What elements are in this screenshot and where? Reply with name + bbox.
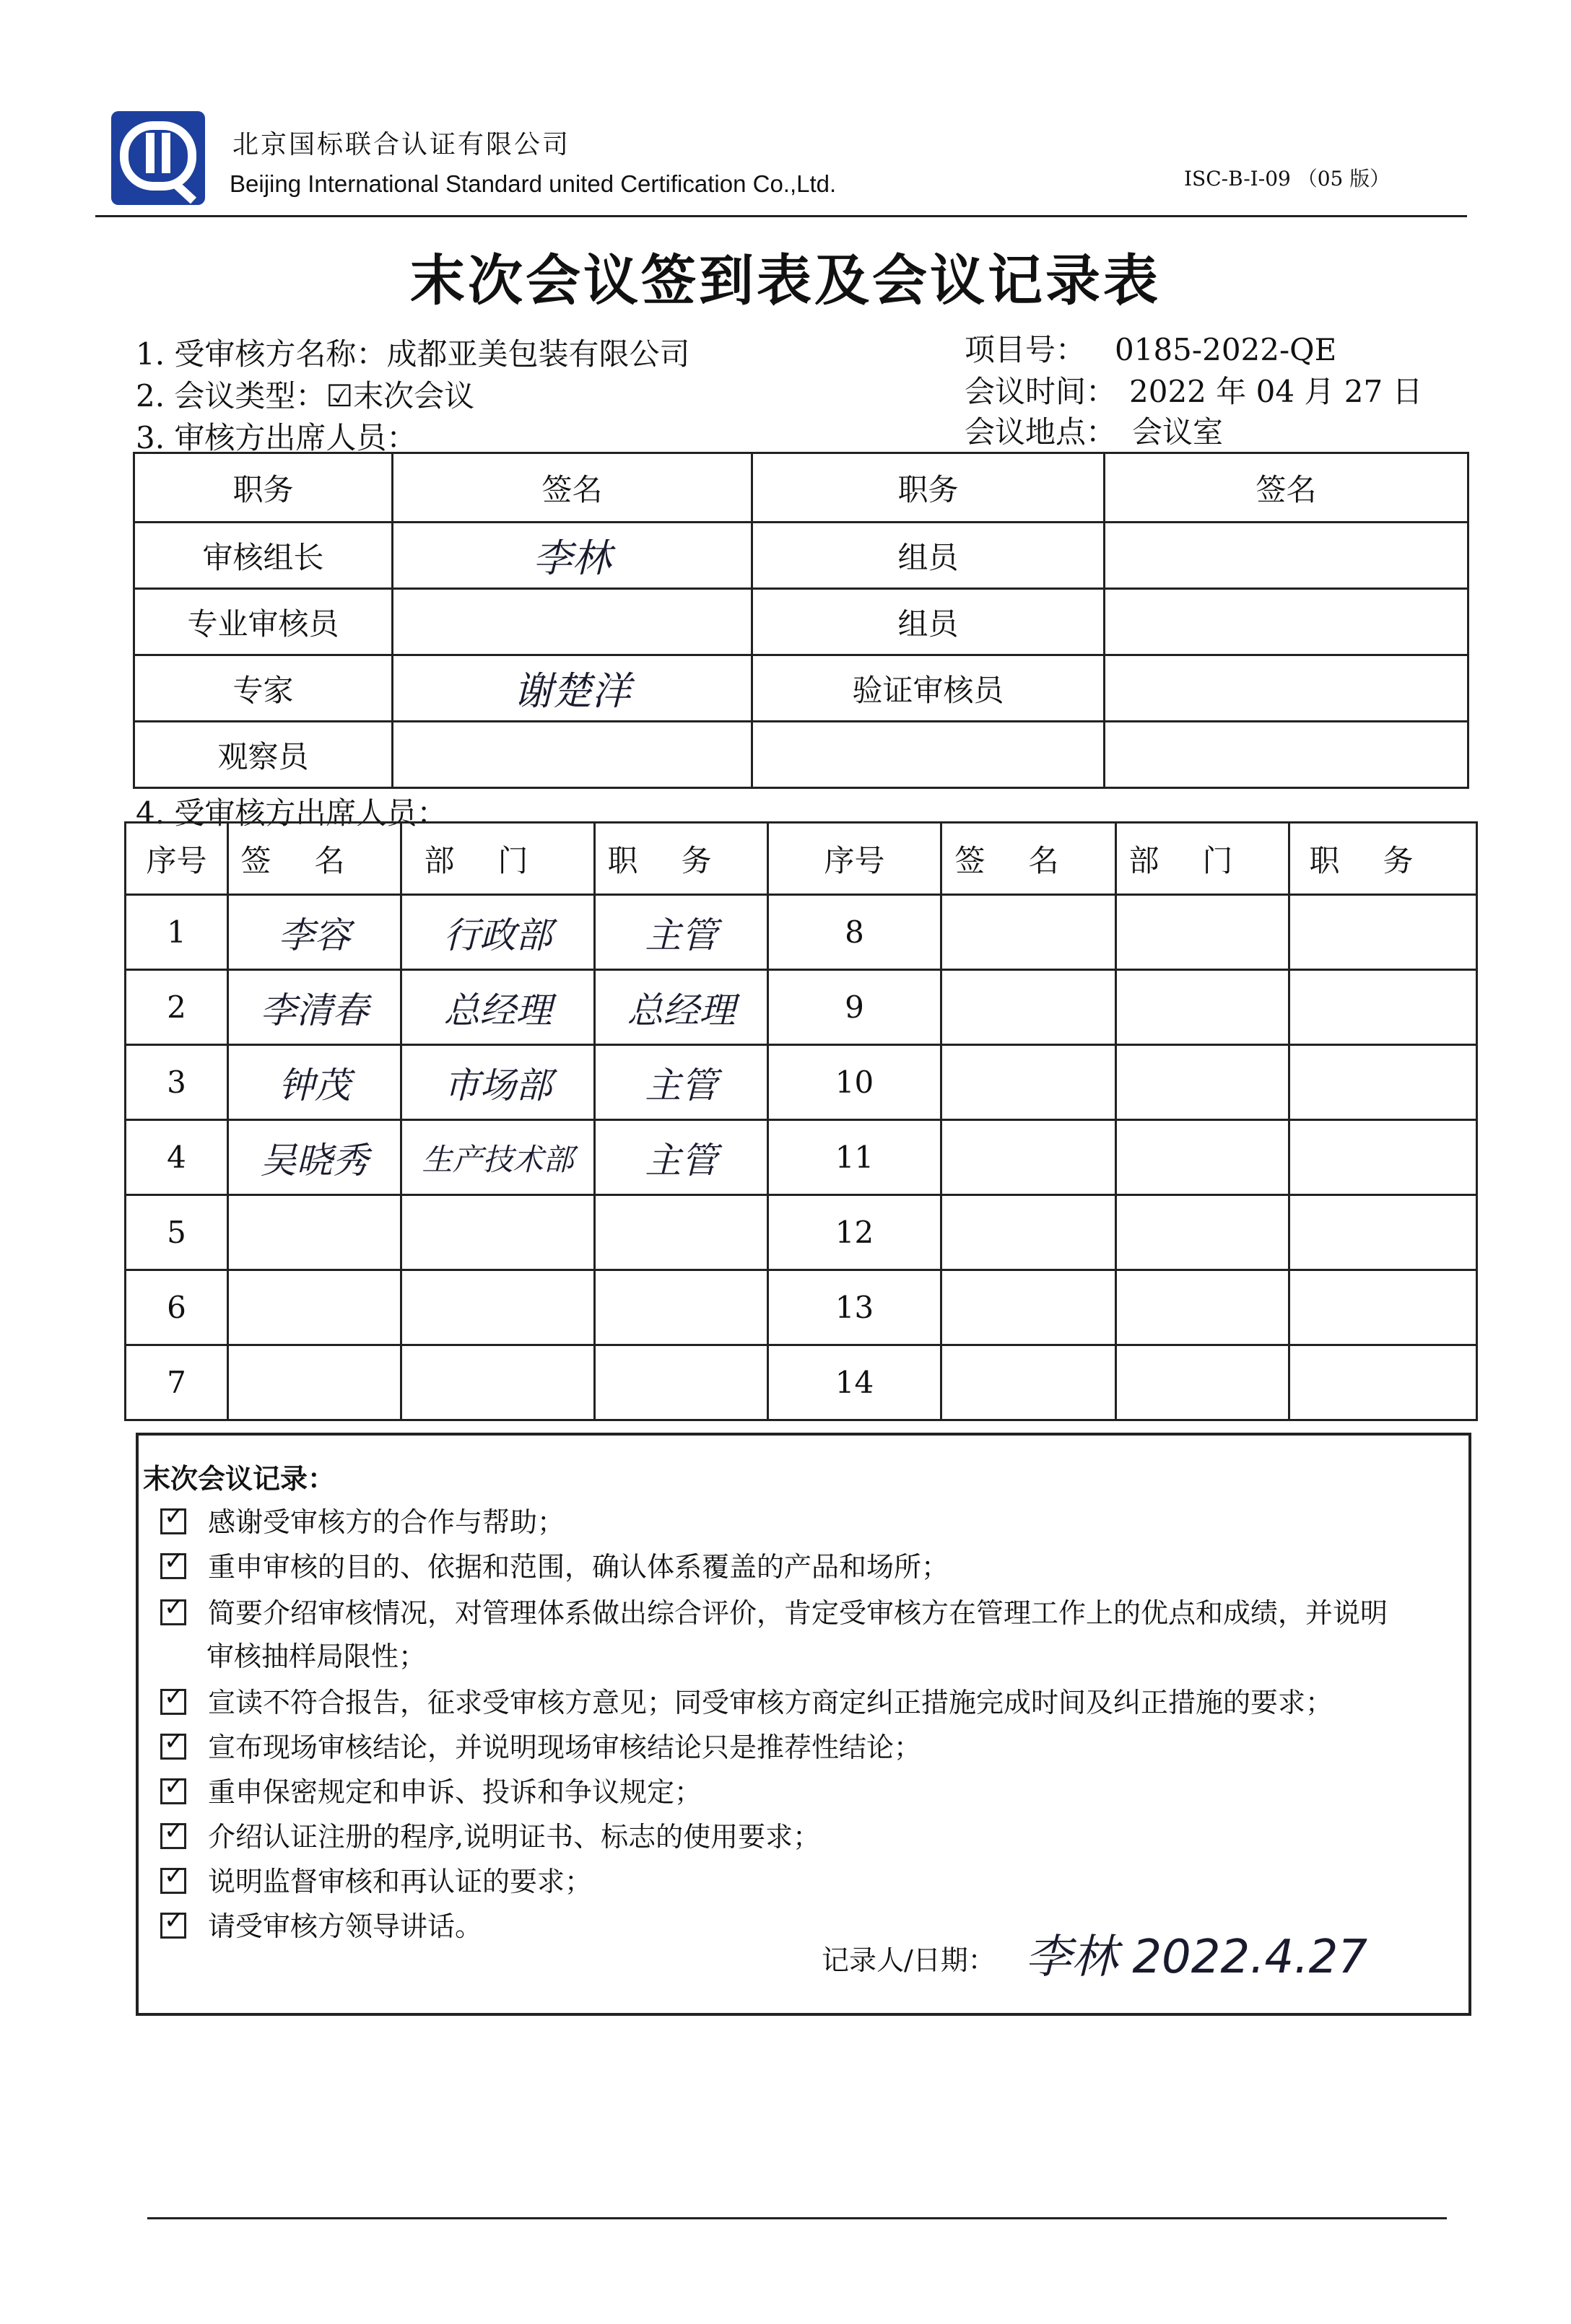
record-item: [160, 1545, 949, 1584]
project-no-row: [965, 326, 1336, 370]
signature-cell: [228, 1270, 401, 1345]
position-cell: [595, 1120, 768, 1195]
handwritten-signature: 李林: [533, 536, 612, 581]
signature-cell: [393, 722, 752, 788]
position-cell: [1289, 970, 1477, 1045]
meeting-type-value: ☑末次会议: [326, 378, 475, 414]
meeting-place-row: [965, 409, 1223, 452]
department-cell: [401, 1045, 595, 1120]
table-row: [134, 722, 1468, 788]
table-row: [126, 970, 1477, 1045]
handwritten-department: 市场部: [443, 1064, 552, 1106]
recorder-date-label: 记录人/日期：: [822, 1944, 996, 1976]
company-logo: [108, 108, 208, 208]
record-item-text: 宣读不符合报告，征求受审核方意见；同受审核方商定纠正措施完成时间及纠正措施的要求；: [208, 1687, 1333, 1718]
record-item: [160, 1500, 565, 1539]
signature-cell: [941, 895, 1116, 970]
record-item: [160, 1904, 482, 1944]
table-header-row: [134, 453, 1468, 523]
department-cell: [1116, 970, 1289, 1045]
record-item: [160, 1591, 1388, 1630]
company-name-en: Beijing International Standard united Certification Co.,Ltd.: [230, 170, 837, 197]
document-code: ISC-B-I-09 （05 版）: [1184, 167, 1391, 191]
handwritten-department: 行政部: [443, 914, 552, 956]
signature-cell: [1105, 523, 1468, 589]
header-no: 序号: [126, 823, 228, 895]
department-cell: [401, 895, 595, 970]
record-item: [160, 1859, 592, 1899]
meeting-time-value: 2022 年 04 月 27 日: [1129, 374, 1423, 409]
department-cell: [1116, 1270, 1289, 1345]
position-cell: [1289, 1270, 1477, 1345]
signature-cell: [941, 1120, 1116, 1195]
handwritten-name: 李清春: [260, 989, 369, 1031]
record-item-text: 感谢受审核方的合作与帮助；: [208, 1506, 565, 1538]
signature-cell: [941, 1270, 1116, 1345]
company-name-cn: 北京国标联合认证有限公司: [232, 130, 571, 160]
department-cell: [1116, 895, 1289, 970]
handwritten-position: 主管: [645, 1064, 718, 1106]
meeting-record-title: 末次会议记录：: [143, 1462, 336, 1495]
table-row: [126, 1045, 1477, 1120]
signature-cell: [1105, 655, 1468, 722]
auditee-name-value: 成都亚美包装有限公司: [386, 336, 690, 372]
row-number: 14: [768, 1345, 941, 1420]
position-cell: [1289, 1345, 1477, 1420]
signature-cell: [393, 523, 752, 589]
signature-cell: [941, 1345, 1116, 1420]
role-cell: 观察员: [134, 722, 393, 788]
auditee-attendance-table: [124, 821, 1478, 1421]
row-number: 2: [126, 970, 228, 1045]
row-number: 5: [126, 1195, 228, 1270]
recorder-signature: 李林 2022.4.27: [1025, 1931, 1368, 1984]
position-cell: [1289, 1195, 1477, 1270]
handwritten-position: 总经理: [627, 989, 736, 1031]
checked-checkbox-icon: [160, 1823, 186, 1849]
position-cell: [1289, 895, 1477, 970]
header-no: 序号: [768, 823, 941, 895]
position-cell: [1289, 1045, 1477, 1120]
role-cell: 专业审核员: [134, 589, 393, 655]
header-position: 职务: [595, 823, 768, 895]
record-item-continuation: 审核抽样局限性；: [206, 1641, 427, 1672]
meeting-type-row: [136, 372, 474, 416]
handwritten-department: 总经理: [443, 989, 552, 1031]
header-role: 职务: [752, 453, 1105, 523]
table-row: [134, 589, 1468, 655]
handwritten-position: 主管: [645, 1139, 718, 1181]
signature-cell: [228, 970, 401, 1045]
record-item-text: 重申保密规定和申诉、投诉和争议规定；: [208, 1776, 702, 1808]
record-item: [160, 1814, 820, 1854]
checked-checkbox-icon: [160, 1553, 186, 1579]
table-header-row: [126, 823, 1477, 895]
handwritten-name: 吴晓秀: [260, 1139, 369, 1181]
header-department: 部门: [1116, 823, 1289, 895]
signature-cell: [941, 1195, 1116, 1270]
row-number: 9: [768, 970, 941, 1045]
position-cell: [595, 1345, 768, 1420]
row-number: 10: [768, 1045, 941, 1120]
signature-cell: [228, 1045, 401, 1120]
meeting-type-label: 2. 会议类型：: [136, 378, 326, 414]
department-cell: [401, 1270, 595, 1345]
signature-cell: [1105, 589, 1468, 655]
record-item-text: 说明监督审核和再认证的要求；: [208, 1866, 593, 1897]
checked-checkbox-icon: [160, 1689, 186, 1715]
table-row: [126, 1270, 1477, 1345]
meeting-time-label: 会议时间：: [965, 374, 1117, 409]
record-item-text: 重申审核的目的、依据和范围，确认体系覆盖的产品和场所；: [208, 1551, 949, 1583]
department-cell: [401, 970, 595, 1045]
table-row: [126, 1195, 1477, 1270]
department-cell: [401, 1345, 595, 1420]
checked-checkbox-icon: [160, 1734, 186, 1760]
auditor-attendance-table: [133, 452, 1469, 789]
row-number: 7: [126, 1345, 228, 1420]
meeting-time-row: [965, 368, 1423, 411]
footer-divider: [147, 2217, 1447, 2219]
record-item: [160, 1770, 702, 1809]
row-number: 13: [768, 1270, 941, 1345]
role-cell: 组员: [752, 523, 1105, 589]
auditee-attendees-label: 4. 受审核方出席人员：: [136, 795, 448, 831]
position-cell: [595, 1045, 768, 1120]
row-number: 6: [126, 1270, 228, 1345]
position-cell: [595, 1270, 768, 1345]
signature-cell: [393, 655, 752, 722]
record-item: [160, 1680, 1333, 1720]
header-department: 部门: [401, 823, 595, 895]
role-cell: 组员: [752, 589, 1105, 655]
auditee-name-label: 1. 受审核方名称：: [136, 336, 387, 372]
table-row: [126, 1345, 1477, 1420]
role-cell: 专家: [134, 655, 393, 722]
record-item-text: 简要介绍审核情况，对管理体系做出综合评价，肯定受审核方在管理工作上的优点和成绩，并说明: [208, 1597, 1388, 1629]
row-number: 3: [126, 1045, 228, 1120]
record-item-text: 宣布现场审核结论，并说明现场审核结论只是推荐性结论；: [208, 1731, 922, 1763]
table-row: [134, 523, 1468, 589]
table-row: [126, 1120, 1477, 1195]
header-signature: 签名: [228, 823, 401, 895]
handwritten-position: 主管: [645, 914, 718, 956]
signature-cell: [1105, 722, 1468, 788]
signature-cell: [393, 589, 752, 655]
header-signature: 签名: [1105, 453, 1468, 523]
role-cell: 审核组长: [134, 523, 393, 589]
signature-cell: [941, 970, 1116, 1045]
meeting-place-value: 会议室: [1132, 414, 1224, 450]
row-number: 1: [126, 895, 228, 970]
signature-cell: [941, 1045, 1116, 1120]
checked-checkbox-icon: [160, 1778, 186, 1804]
department-cell: [1116, 1045, 1289, 1120]
record-item-text: 介绍认证注册的程序,说明证书、标志的使用要求；: [208, 1821, 821, 1853]
role-cell: [752, 722, 1105, 788]
document-title: 末次会议签到表及会议记录表: [410, 248, 1161, 313]
department-cell: [1116, 1120, 1289, 1195]
department-cell: [1116, 1345, 1289, 1420]
row-number: 11: [768, 1120, 941, 1195]
checked-checkbox-icon: [160, 1868, 186, 1894]
meeting-place-label: 会议地点：: [965, 414, 1117, 450]
row-number: 12: [768, 1195, 941, 1270]
auditee-name-row: [136, 331, 689, 374]
record-item-text: 请受审核方领导讲话。: [208, 1910, 483, 1942]
signature-cell: [228, 1345, 401, 1420]
handwritten-name: 李容: [278, 914, 351, 956]
handwritten-department: 生产技术部: [422, 1141, 574, 1177]
header-role: 职务: [134, 453, 393, 523]
handwritten-signature: 谢楚洋: [513, 668, 631, 714]
table-row: [126, 895, 1477, 970]
signature-cell: [228, 895, 401, 970]
header-position: 职务: [1289, 823, 1477, 895]
department-cell: [1116, 1195, 1289, 1270]
header-signature: 签名: [393, 453, 752, 523]
auditor-attendees-label: 3. 审核方出席人员：: [136, 420, 417, 455]
handwritten-name: 钟茂: [278, 1064, 351, 1106]
checked-checkbox-icon: [160, 1508, 186, 1534]
signature-cell: [228, 1195, 401, 1270]
role-cell: 验证审核员: [752, 655, 1105, 722]
position-cell: [595, 970, 768, 1045]
department-cell: [401, 1195, 595, 1270]
record-item: [160, 1725, 921, 1765]
position-cell: [595, 1195, 768, 1270]
table-row: [134, 655, 1468, 722]
header-divider: [95, 215, 1467, 217]
position-cell: [595, 895, 768, 970]
row-number: 4: [126, 1120, 228, 1195]
position-cell: [1289, 1120, 1477, 1195]
department-cell: [401, 1120, 595, 1195]
signature-cell: [228, 1120, 401, 1195]
checked-checkbox-icon: [160, 1913, 186, 1939]
checked-checkbox-icon: [160, 1599, 186, 1625]
row-number: 8: [768, 895, 941, 970]
project-no-label: 项目号：: [965, 332, 1087, 367]
header-signature: 签名: [941, 823, 1116, 895]
project-no-value: 0185-2022-QE: [1115, 332, 1337, 367]
